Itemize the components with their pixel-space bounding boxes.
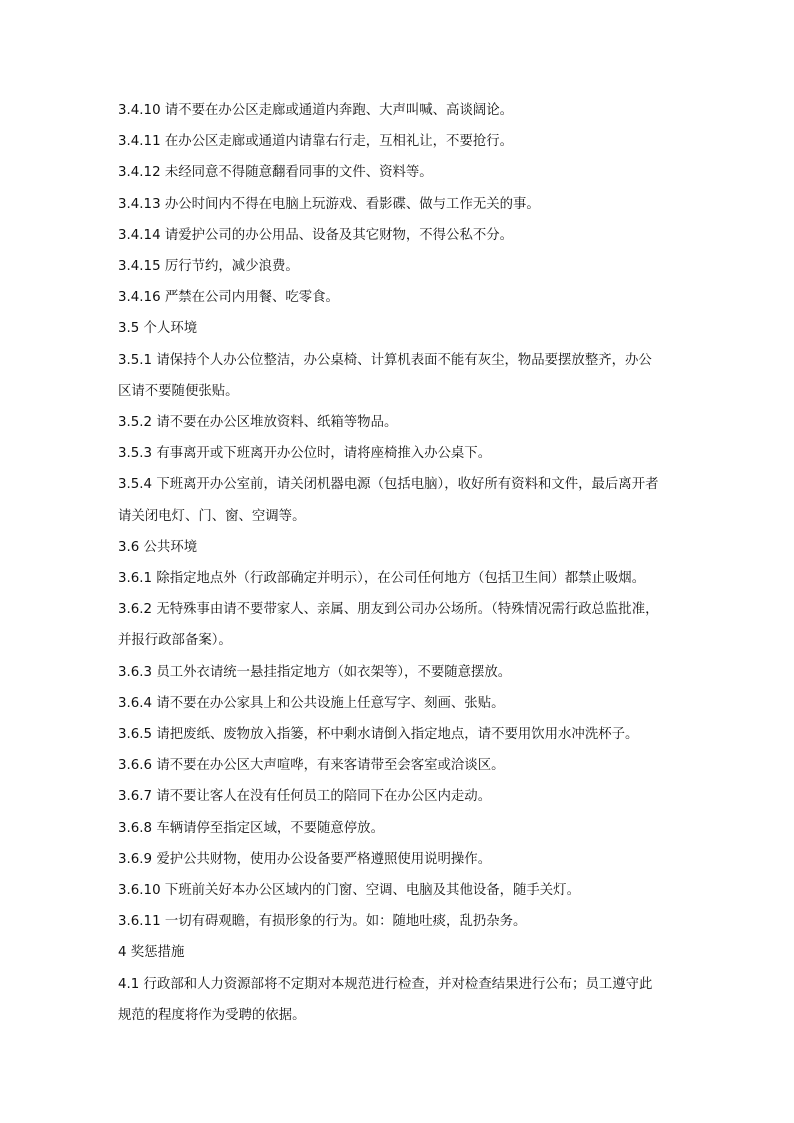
text-line: 3.5.4 下班离开办公室前，请关闭机器电源（包括电脑），收好所有资料和文件，最后离开者 xyxy=(118,477,659,492)
text-line: 3.4.14 请爱护公司的办公用品、设备及其它财物，不得公私不分。 xyxy=(118,228,514,243)
text-line: 3.4.10 请不要在办公区走廊或通道内奔跑、大声叫喊、高谈阔论。 xyxy=(118,103,514,118)
text-line: 3.5.3 有事离开或下班离开办公位时，请将座椅推入办公桌下。 xyxy=(118,446,492,461)
text-line: 3.6.2 无特殊事由请不要带家人、亲属、朋友到公司办公场所。（特殊情况需行政总监批准， xyxy=(118,602,659,617)
text-line: 区请不要随便张贴。 xyxy=(118,384,239,399)
text-line: 3.6.10 下班前关好本办公区域内的门窗、空调、电脑及其他设备，随手关灯。 xyxy=(118,883,580,898)
text-line: 规范的程度将作为受聘的依据。 xyxy=(118,1008,306,1023)
section-heading: 3.5 个人环境 xyxy=(118,321,198,336)
section-heading: 3.6 公共环境 xyxy=(118,540,198,555)
text-line: 3.6.8 车辆请停至指定区域，不要随意停放。 xyxy=(118,821,384,836)
text-line: 3.6.4 请不要在办公家具上和公共设施上任意写字、刻画、张贴。 xyxy=(118,696,505,711)
text-line: 3.6.5 请把废纸、废物放入指篓，杯中剩水请倒入指定地点，请不要用饮用水冲洗杯子。 xyxy=(118,727,639,742)
text-line: 3.6.1 除指定地点外（行政部确定并明示），在公司任何地方（包括卫生间）都禁止吸烟。 xyxy=(118,571,646,586)
text-line: 3.4.15 厉行节约，减少浪费。 xyxy=(118,259,299,274)
text-line: 3.6.7 请不要让客人在没有任何员工的陪同下在办公区内走动。 xyxy=(118,789,492,804)
text-line: 3.4.11 在办公区走廊或通道内请靠右行走，互相礼让，不要抢行。 xyxy=(118,134,514,149)
text-line: 3.6.11 一切有碍观瞻，有损形象的行为。如：随地吐痰，乱扔杂务。 xyxy=(118,914,527,929)
text-line: 3.5.1 请保持个人办公位整洁，办公桌椅、计算机表面不能有灰尘，物品要摆放整齐，办公 xyxy=(118,353,652,368)
text-line: 请关闭电灯、门、窗、空调等。 xyxy=(118,509,306,524)
text-line: 3.4.12 未经同意不得随意翻看同事的文件、资料等。 xyxy=(118,165,433,180)
text-line: 3.6.3 员工外衣请统一悬挂指定地方（如衣架等），不要随意摆放。 xyxy=(118,665,512,680)
text-line: 3.6.9 爱护公共财物，使用办公设备要严格遵照使用说明操作。 xyxy=(118,852,492,867)
text-line: 3.5.2 请不要在办公区堆放资料、纸箱等物品。 xyxy=(118,415,398,430)
text-line: 3.6.6 请不要在办公区大声喧哗，有来客请带至会客室或洽谈区。 xyxy=(118,758,505,773)
text-line: 3.4.13 办公时间内不得在电脑上玩游戏、看影碟、做与工作无关的事。 xyxy=(118,197,540,212)
section-heading: 4 奖惩措施 xyxy=(118,945,185,960)
text-line: 4.1 行政部和人力资源部将不定期对本规范进行检查，并对检查结果进行公布；员工遵守此 xyxy=(118,977,653,992)
text-line: 并报行政部备案）。 xyxy=(118,633,232,648)
text-line: 3.4.16 严禁在公司内用餐、吃零食。 xyxy=(118,290,339,305)
